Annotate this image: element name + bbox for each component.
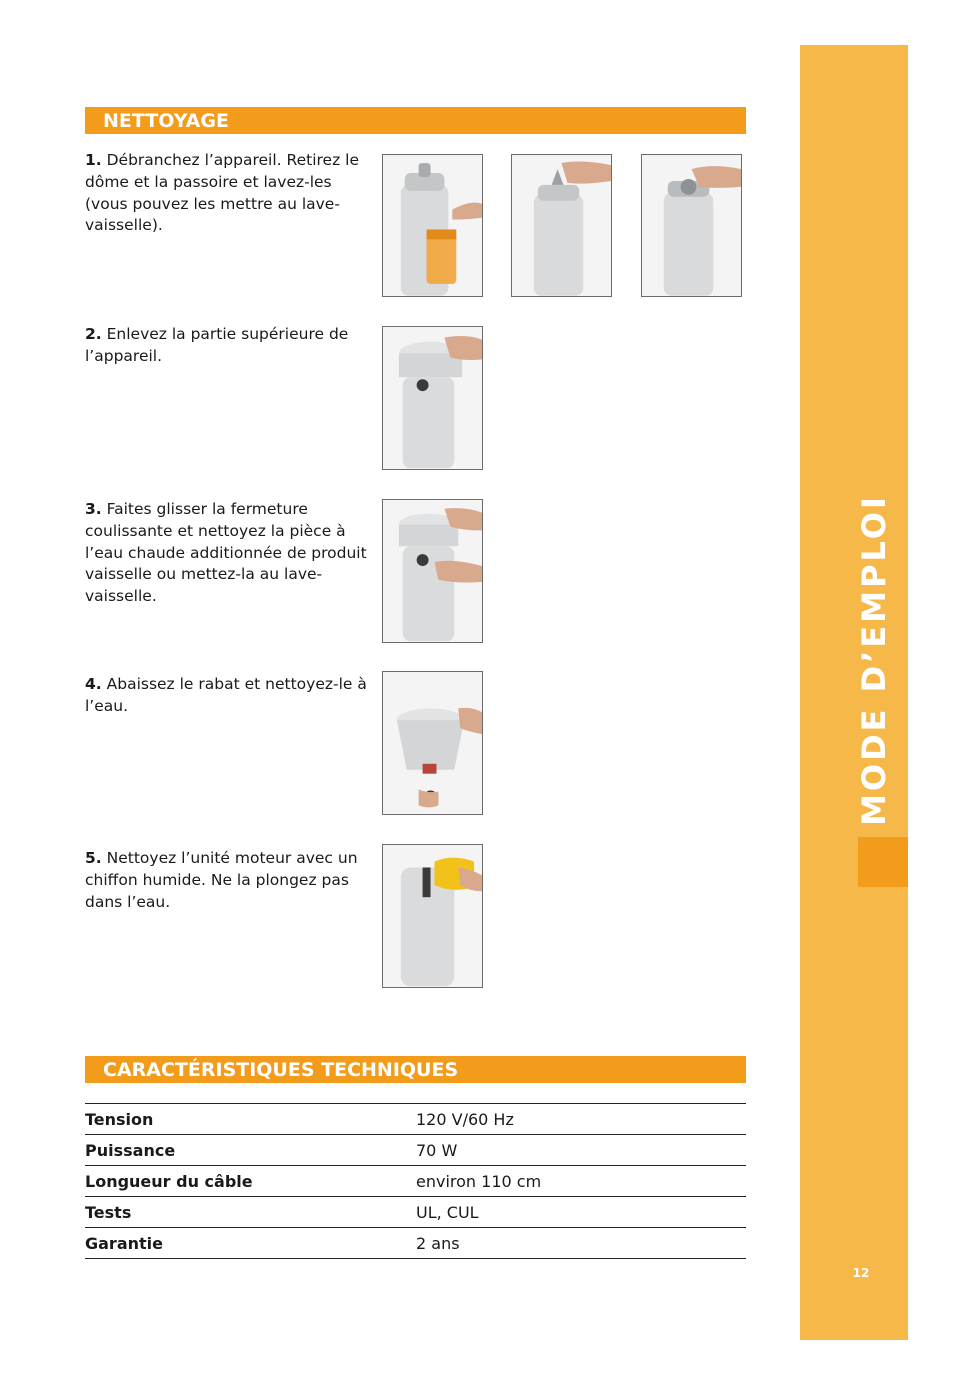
spec-value: 70 W — [416, 1140, 458, 1160]
step-number: 3. — [85, 500, 102, 518]
step-text: Enlevez la partie supérieure de l’appareil. — [85, 325, 349, 365]
step-3 — [85, 499, 370, 608]
step-4-photo-lowering-flap — [382, 671, 483, 815]
specs-heading: CARACTÉRISTIQUES TECHNIQUES — [85, 1056, 746, 1083]
step-1 — [85, 150, 370, 237]
step-5 — [85, 848, 370, 913]
step-text: Abaissez le rabat et nettoyez-le à l’eau. — [85, 675, 367, 715]
step-2 — [85, 324, 370, 368]
cleaning-heading: NETTOYAGE — [85, 107, 746, 134]
page-number: 12 — [852, 1266, 870, 1280]
table-row — [85, 1135, 746, 1166]
step-number: 1. — [85, 151, 102, 169]
table-row — [85, 1228, 746, 1259]
spec-value: environ 110 cm — [416, 1171, 542, 1191]
step-1-photo-removing-strainer — [641, 154, 742, 297]
step-3-photo-sliding-closure — [382, 499, 483, 643]
step-2-photo-removing-top — [382, 326, 483, 470]
table-row — [85, 1197, 746, 1228]
step-1-photo-juicer-with-glass — [382, 154, 483, 297]
spec-label: Tests — [85, 1202, 132, 1222]
step-4 — [85, 674, 370, 718]
step-text: Faites glisser la fermeture coulissante et nettoyez la pièce à l’eau chaude additionnée de produit vaisselle ou mettez-la au lave-vaisselle. — [85, 500, 367, 606]
step-number: 4. — [85, 675, 102, 693]
spec-value: UL, CUL — [416, 1202, 479, 1222]
step-number: 2. — [85, 325, 102, 343]
spec-label: Puissance — [85, 1140, 176, 1160]
step-text: Nettoyez l’unité moteur avec un chiffon humide. Ne la plongez pas dans l’eau. — [85, 849, 358, 911]
step-5-photo-wiping-motor-unit — [382, 844, 483, 988]
step-text: Débranchez l’appareil. Retirez le dôme et la passoire et lavez-les (vous pouvez les mettre au lave-vaisselle). — [85, 151, 359, 235]
step-number: 5. — [85, 849, 102, 867]
spec-label: Garantie — [85, 1233, 163, 1253]
table-row — [85, 1104, 746, 1135]
spec-value: 2 ans — [416, 1233, 460, 1253]
sidebar-title: MODE D’EMPLOI — [855, 494, 893, 826]
spec-label: Tension — [85, 1109, 154, 1129]
step-1-photo-removing-cone — [511, 154, 612, 297]
spec-value: 120 V/60 Hz — [416, 1109, 514, 1129]
sidebar-tab-marker — [858, 837, 908, 887]
spec-label: Longueur du câble — [85, 1171, 253, 1191]
table-row — [85, 1166, 746, 1197]
specs-table — [85, 1103, 746, 1259]
